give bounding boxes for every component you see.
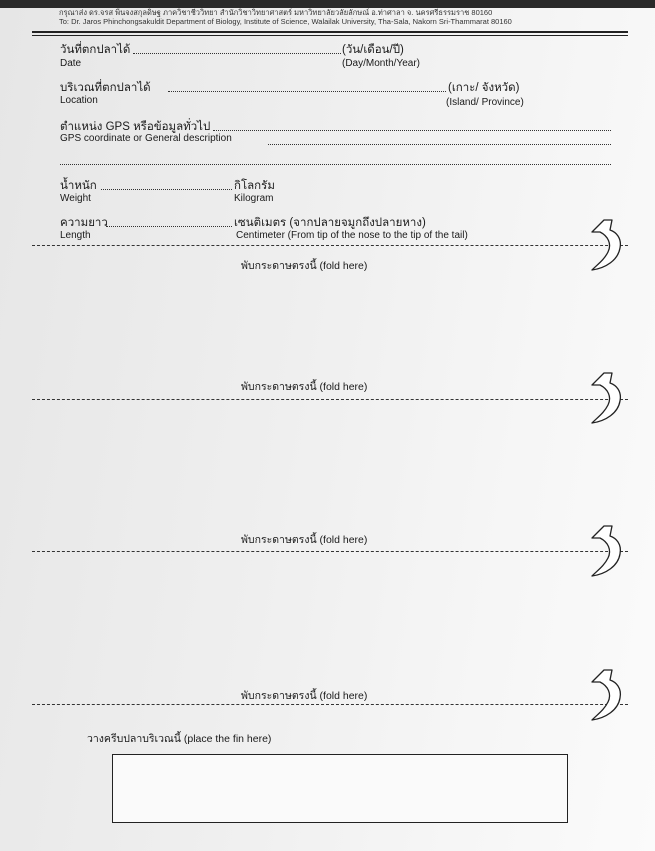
date-field[interactable] <box>133 53 341 54</box>
gps-label-thai: ตำแหน่ง GPS หรือข้อมูลทั่วไป <box>60 121 211 133</box>
fold-label-3: พับกระดาษตรงนี้ (fold here) <box>241 534 368 546</box>
gps-field-line-3[interactable] <box>60 164 611 165</box>
weight-unit-thai: กิโลกรัม <box>234 180 275 192</box>
location-unit-thai: (เกาะ/ จังหวัด) <box>448 82 520 94</box>
length-unit-english: Centimeter (From tip of the nose to the tip of the tail) <box>236 230 468 241</box>
fin-label: วางครีบปลาบริเวณนี้ (place the fin here) <box>87 733 272 745</box>
curved-fold-arrow-icon <box>590 371 624 427</box>
length-unit-thai: เซนติเมตร (จากปลายจมูกถึงปลายหาง) <box>234 217 426 229</box>
weight-label-thai: น้ำหนัก <box>60 180 97 192</box>
gps-field-line-2[interactable] <box>268 144 611 145</box>
fold-line-4 <box>32 704 628 705</box>
fin-placement-box[interactable] <box>112 754 568 823</box>
date-label-thai: วันที่ตกปลาได้ <box>60 44 131 56</box>
header-rule-thin <box>32 35 628 36</box>
length-label-english: Length <box>60 230 91 241</box>
date-label-english: Date <box>60 58 82 69</box>
gps-field-line-1[interactable] <box>213 130 611 131</box>
location-label-english: Location <box>60 95 98 106</box>
location-field[interactable] <box>168 91 446 92</box>
date-unit-english: (Day/Month/Year) <box>342 58 420 69</box>
send-to-english: To: Dr. Jaros Phinchongsakuldit Department of Biology, Institute of Science, Walailak University, Tha-Sala, Nakorn Sri-Thammarat 80160 <box>59 17 512 26</box>
curved-fold-arrow-icon <box>590 524 624 580</box>
weight-label-english: Weight <box>60 193 91 204</box>
length-field[interactable] <box>106 226 232 227</box>
length-label-thai: ความยาว <box>60 217 108 229</box>
curved-fold-arrow-icon <box>590 668 624 724</box>
header-rule <box>32 31 628 33</box>
send-to-thai: กรุณาส่ง ดร.จรส พิ่นจงสกุลดิษฐ ภาควิชาชีววิทยา สำนักวิชาวิทยาศาสตร์ มหาวิทยาลัยวลัยลักษณ์ อ.ท่าศาลา จ. นครศรีธรรมราช 80160 <box>59 8 493 17</box>
fold-label-2: พับกระดาษตรงนี้ (fold here) <box>241 381 368 393</box>
fold-line-2 <box>32 399 628 400</box>
date-unit-thai: (วัน/เดือน/ปี) <box>342 44 404 56</box>
fold-label-4: พับกระดาษตรงนี้ (fold here) <box>241 690 368 702</box>
location-unit-english: (Island/ Province) <box>446 97 524 108</box>
gps-label-english: GPS coordinate or General description <box>60 133 232 144</box>
weight-field[interactable] <box>101 189 232 190</box>
weight-unit-english: Kilogram <box>234 193 274 204</box>
fold-line-1 <box>32 245 628 246</box>
fold-line-3 <box>32 551 628 552</box>
location-label-thai: บริเวณที่ตกปลาได้ <box>60 82 151 94</box>
fold-label-1: พับกระดาษตรงนี้ (fold here) <box>241 260 368 272</box>
curved-fold-arrow-icon <box>590 218 624 274</box>
